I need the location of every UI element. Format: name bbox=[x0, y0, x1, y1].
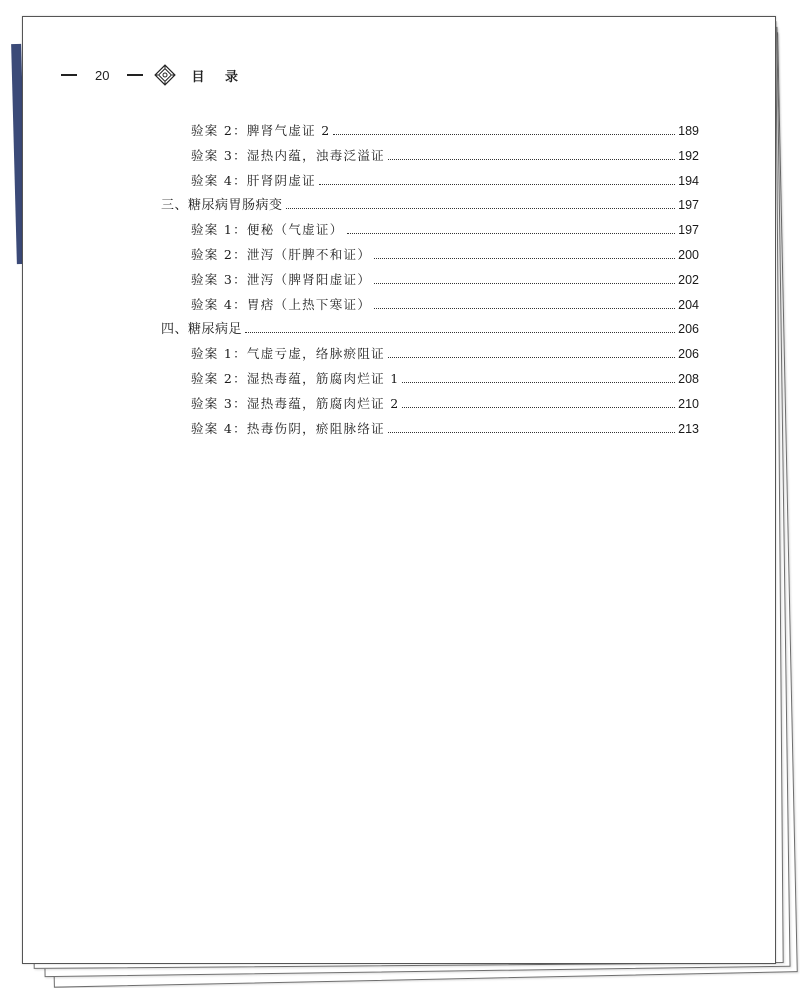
page-header bbox=[61, 63, 246, 87]
toc-entry-label: 验案 1：气虚亏虚，络脉瘀阻证 bbox=[191, 346, 385, 361]
toc-section-page: 197 bbox=[678, 198, 699, 212]
toc-entry-page: 204 bbox=[678, 298, 699, 312]
dot-leader bbox=[374, 298, 675, 309]
toc-entry-label: 验案 3：湿热内蕴，浊毒泛溢证 bbox=[191, 148, 385, 163]
dot-leader bbox=[286, 198, 676, 209]
dot-leader bbox=[374, 273, 675, 284]
toc-entry-label: 验案 1：便秘（气虚证） bbox=[191, 222, 344, 237]
toc-section-label: 三、糖尿病胃肠病变 bbox=[161, 198, 283, 213]
toc-entry-label: 验案 3：湿热毒蕴，筋腐肉烂证 2 bbox=[191, 396, 400, 411]
toc-entry[interactable] bbox=[191, 396, 699, 412]
dot-leader bbox=[388, 347, 675, 358]
dot-leader bbox=[347, 223, 676, 234]
dot-leader bbox=[333, 124, 675, 135]
dot-leader bbox=[388, 149, 675, 160]
knot-emblem-icon bbox=[153, 63, 177, 87]
toc-entry[interactable] bbox=[191, 222, 699, 238]
dot-leader bbox=[319, 174, 675, 185]
toc-entry-page: 208 bbox=[678, 372, 699, 386]
toc-entry-label: 验案 4：热毒伤阴，瘀阻脉络证 bbox=[191, 421, 385, 436]
toc-entry-label: 验案 4：肝肾阴虚证 bbox=[191, 173, 316, 188]
dot-leader bbox=[388, 422, 675, 433]
dot-leader bbox=[402, 397, 675, 408]
toc-entry-page: 197 bbox=[678, 223, 699, 237]
toc-entry-label: 验案 2：脾肾气虚证 2 bbox=[191, 123, 331, 138]
toc-entry-page: 202 bbox=[678, 273, 699, 287]
toc-section-label: 四、糖尿病足 bbox=[161, 322, 243, 337]
toc-section[interactable] bbox=[161, 321, 699, 337]
toc-entry[interactable] bbox=[191, 247, 699, 263]
toc-entry[interactable] bbox=[191, 346, 699, 362]
toc-entry-label: 验案 3：泄泻（脾肾阳虚证） bbox=[191, 272, 372, 287]
toc-entry[interactable] bbox=[191, 148, 699, 164]
toc-entry-label: 验案 2：湿热毒蕴，筋腐肉烂证 1 bbox=[191, 371, 400, 386]
toc-entry[interactable] bbox=[191, 272, 699, 288]
toc-section[interactable] bbox=[161, 197, 699, 213]
toc-entry-page: 189 bbox=[678, 124, 699, 138]
page-title: 目 录 bbox=[191, 69, 246, 85]
toc-entry[interactable] bbox=[191, 173, 699, 189]
toc-entry-page: 194 bbox=[678, 174, 699, 188]
header-dash-left bbox=[61, 74, 77, 76]
toc-entry-label: 验案 4：胃痞（上热下寒证） bbox=[191, 297, 372, 312]
dot-leader bbox=[402, 372, 675, 383]
toc-entry-label: 验案 2：泄泻（肝脾不和证） bbox=[191, 247, 372, 262]
toc-entry[interactable] bbox=[191, 371, 699, 387]
toc-entry-page: 200 bbox=[678, 248, 699, 262]
toc-entry[interactable] bbox=[191, 123, 699, 139]
toc-entry[interactable] bbox=[191, 421, 699, 437]
toc-section-page: 206 bbox=[678, 322, 699, 336]
header-dash-right bbox=[127, 74, 143, 76]
dot-leader bbox=[245, 322, 675, 333]
toc-entry-page: 210 bbox=[678, 397, 699, 411]
toc-entry-page: 213 bbox=[678, 422, 699, 436]
dot-leader bbox=[374, 248, 675, 259]
toc-entry-page: 192 bbox=[678, 149, 699, 163]
toc-entry-page: 206 bbox=[678, 347, 699, 361]
page-number: 20 bbox=[95, 67, 110, 83]
toc-entry[interactable] bbox=[191, 297, 699, 313]
document-page bbox=[22, 16, 776, 964]
